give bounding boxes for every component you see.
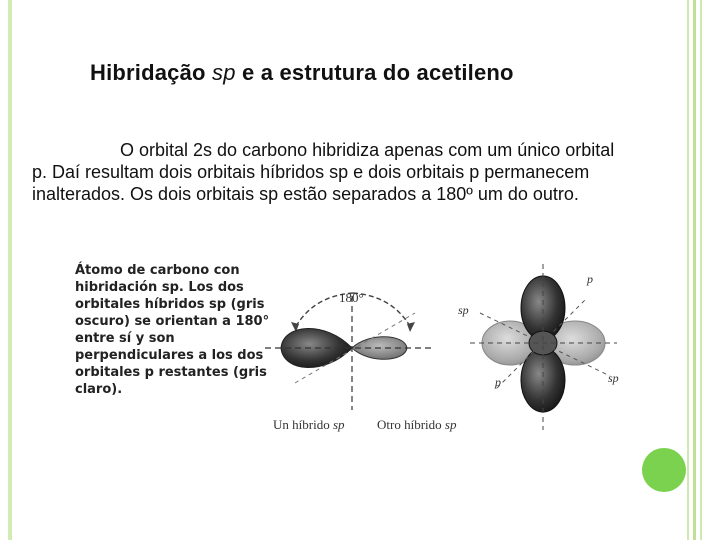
label-text: Otro híbrido [377, 417, 445, 432]
label-italic: sp [444, 417, 457, 432]
caption-line: entre sí y son [75, 331, 175, 346]
title-text: e a estrutura do acetileno [235, 60, 514, 85]
paragraph-line: p. Daí resultam dois orbitais híbridos sp e dois orbitais p permanecem [32, 162, 590, 182]
right-frame-line [693, 0, 696, 540]
sp-hybrid-pair-group [265, 290, 435, 410]
title-italic-text: sp [212, 60, 236, 85]
label-other-hybrid [377, 417, 456, 433]
caption-line: claro). [75, 382, 123, 397]
sp-orbital-figure [265, 258, 645, 438]
label-text: Un híbrido [273, 417, 333, 432]
label-italic: sp [332, 417, 345, 432]
caption-line: orbitales híbridos sp (gris [75, 297, 265, 312]
angle-label: 180° [339, 290, 364, 305]
caption-line: oscuro) se orientan a 180° [75, 314, 270, 329]
label-sp-left: sp [458, 303, 469, 317]
label-p-top: p [587, 272, 593, 286]
label-p-bottom: p [495, 375, 501, 389]
orbital-diagram [265, 258, 645, 438]
accent-circle [642, 448, 686, 492]
title-text: Hibridação [90, 60, 213, 85]
caption-line: Átomo de carbono con [75, 263, 240, 278]
paragraph-line: inalterados. Os dois orbitais sp estão separados a 180º um do outro. [32, 184, 579, 204]
sp-p-orbital-group [458, 264, 619, 430]
figure-caption [75, 262, 270, 398]
caption-line: orbitales p restantes (gris [75, 365, 267, 380]
body-paragraph [32, 139, 662, 205]
label-one-hybrid [273, 417, 345, 433]
right-frame-line [700, 0, 702, 540]
right-frame-line [687, 0, 689, 540]
slide-title [90, 60, 514, 86]
paragraph-line: O orbital 2s do carbono hibridiza apenas com um único orbital [120, 140, 615, 160]
caption-line: hibridación sp. Los dos [75, 280, 244, 295]
caption-line: perpendiculares a los dos [75, 348, 264, 363]
left-frame-line [8, 0, 12, 540]
label-sp-right: sp [608, 371, 619, 385]
